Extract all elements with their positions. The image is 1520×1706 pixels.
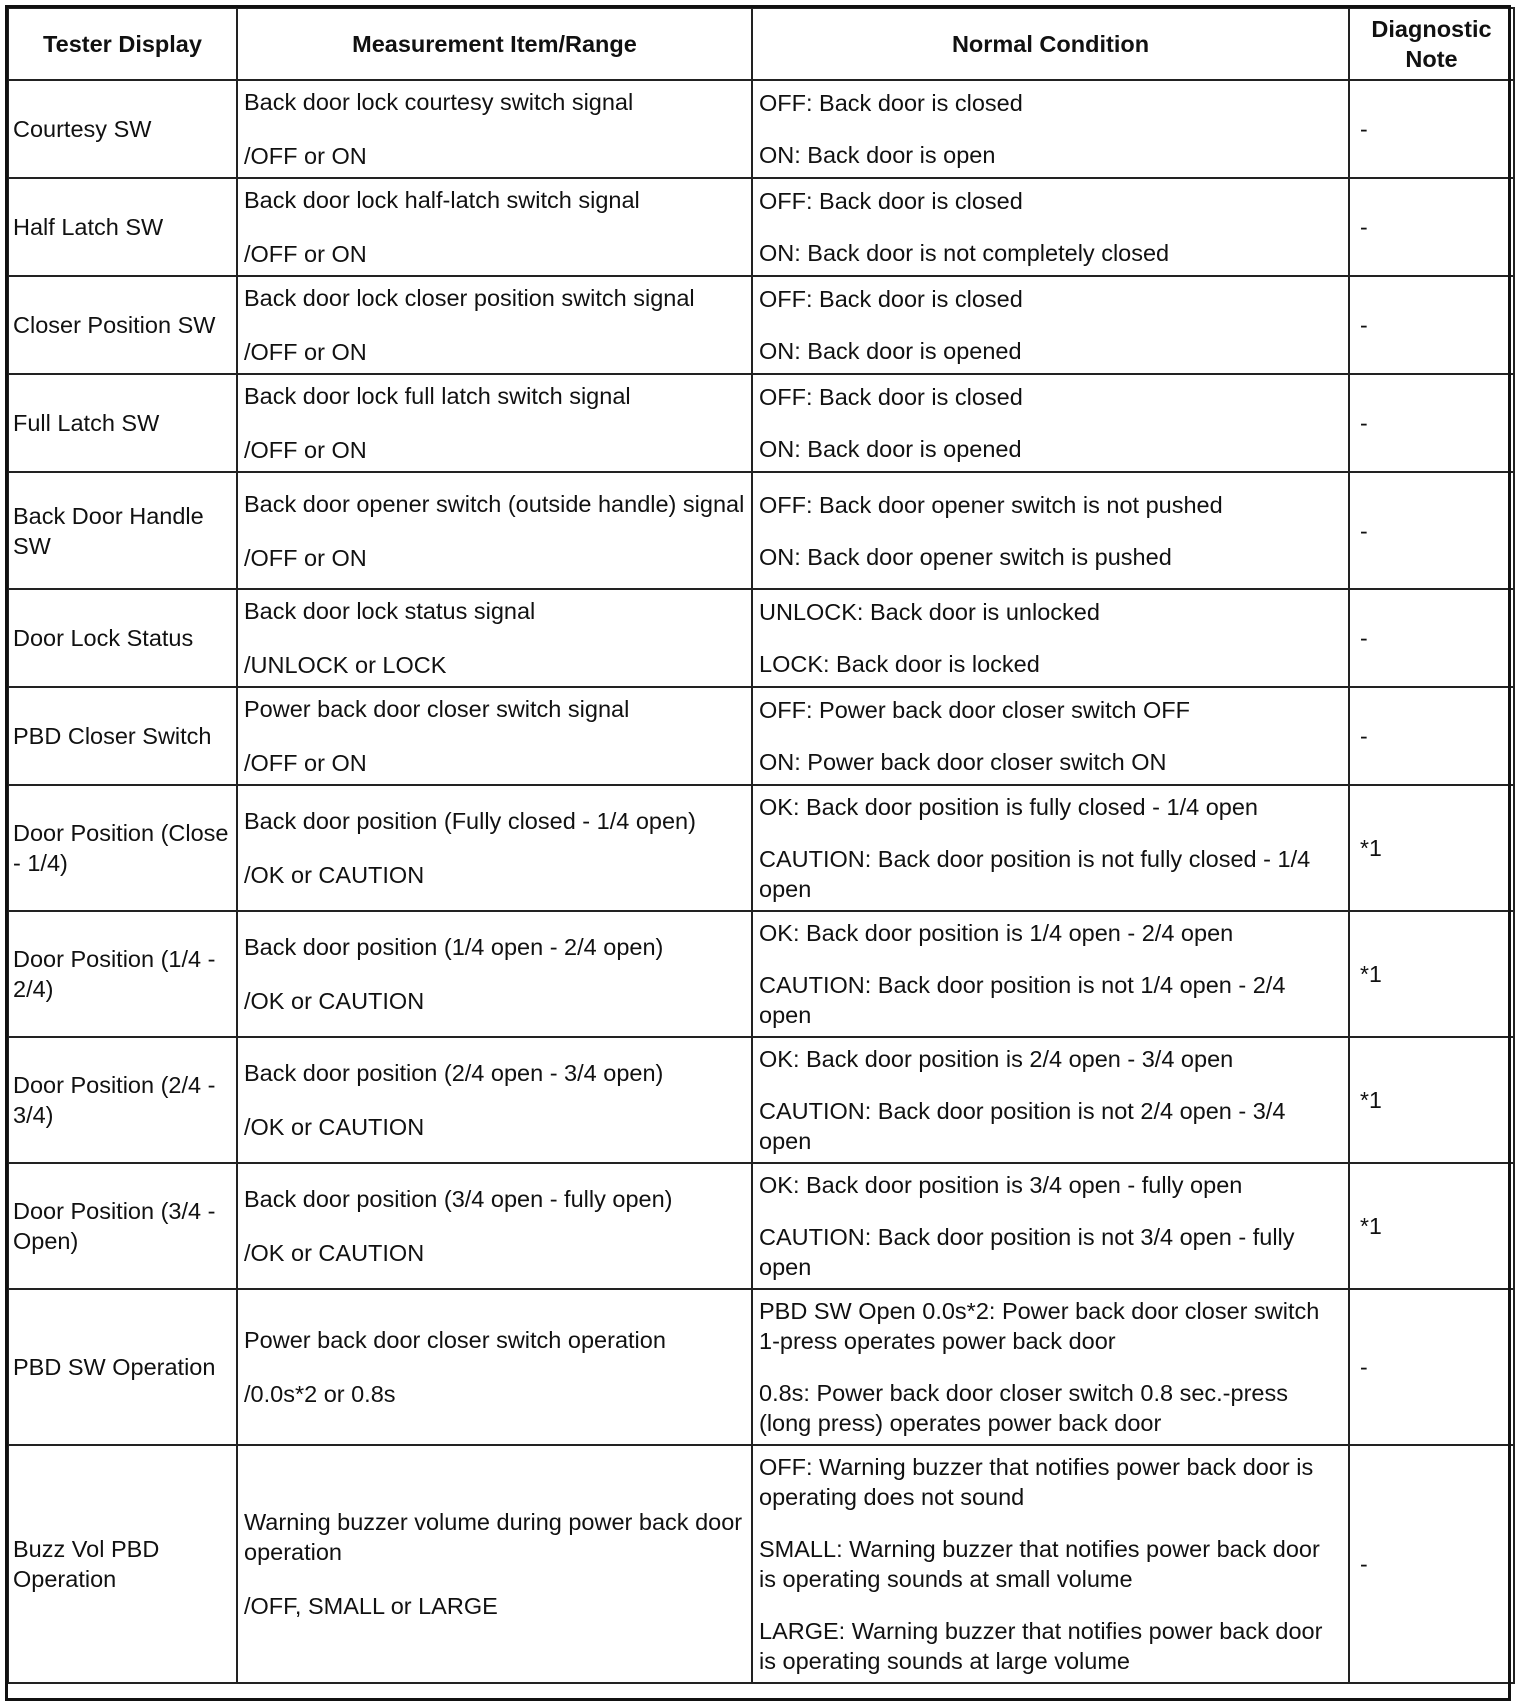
tester-display-cell: Full Latch SW — [8, 374, 237, 472]
normal-condition-text: CAUTION: Back door position is not 2/4 open - 3/4 open — [759, 1098, 1286, 1154]
diagnostic-note-cell: - — [1349, 276, 1514, 374]
measurement-range: /OFF or ON — [244, 143, 367, 169]
measurement-item: Back door lock courtesy switch signal — [244, 89, 634, 115]
normal-condition-text: ON: Back door is opened — [759, 338, 1022, 364]
tester-display-cell: Half Latch SW — [8, 178, 237, 276]
header-normal-condition: Normal Condition — [752, 8, 1349, 80]
diagnostic-note-cell: *1 — [1349, 1163, 1514, 1289]
normal-condition-cell — [752, 589, 1349, 687]
header-diagnostic-line1: Diagnostic — [1371, 16, 1492, 42]
diagnostic-note-cell: *1 — [1349, 785, 1514, 911]
normal-condition-text: OK: Back door position is 2/4 open - 3/4 open — [759, 1046, 1234, 1072]
table-row — [8, 1037, 1514, 1163]
normal-condition-cell — [752, 1037, 1349, 1163]
measurement-cell — [237, 911, 752, 1037]
table-header-row — [8, 8, 1514, 80]
normal-condition-cell — [752, 80, 1349, 178]
table-row — [8, 1289, 1514, 1445]
measurement-item: Back door lock half-latch switch signal — [244, 187, 640, 213]
normal-condition-text: OFF: Power back door closer switch OFF — [759, 697, 1190, 723]
tester-display-cell: Courtesy SW — [8, 80, 237, 178]
normal-condition-cell — [752, 374, 1349, 472]
normal-condition-text: OFF: Warning buzzer that notifies power back door is operating does not sound — [759, 1454, 1314, 1510]
normal-condition-text: OFF: Back door is closed — [759, 286, 1023, 312]
normal-condition-text: OFF: Back door is closed — [759, 90, 1023, 116]
measurement-range: /OK or CAUTION — [244, 862, 425, 888]
normal-condition-cell — [752, 911, 1349, 1037]
tester-display-cell: Door Position (2/4 - 3/4) — [8, 1037, 237, 1163]
table-row — [8, 785, 1514, 911]
normal-condition-text: ON: Back door is open — [759, 142, 996, 168]
normal-condition-text: OFF: Back door is closed — [759, 188, 1023, 214]
table-row — [8, 911, 1514, 1037]
normal-condition-cell — [752, 1163, 1349, 1289]
normal-condition-text: LARGE: Warning buzzer that notifies power back door is operating sounds at large volume — [759, 1618, 1323, 1674]
measurement-cell — [237, 1163, 752, 1289]
header-diagnostic-line2: Note — [1405, 46, 1458, 72]
normal-condition-text: OK: Back door position is 3/4 open - fully open — [759, 1172, 1243, 1198]
tester-display-cell: Door Position (Close - 1/4) — [8, 785, 237, 911]
tester-display-cell: Door Position (3/4 - Open) — [8, 1163, 237, 1289]
measurement-cell — [237, 785, 752, 911]
measurement-cell — [237, 589, 752, 687]
normal-condition-cell — [752, 687, 1349, 785]
normal-condition-cell — [752, 276, 1349, 374]
normal-condition-text: 0.8s: Power back door closer switch 0.8 sec.-press (long press) operates power back door — [759, 1380, 1288, 1436]
tester-display-cell: Closer Position SW — [8, 276, 237, 374]
measurement-range: /OFF or ON — [244, 241, 367, 267]
diagnostic-note-cell: - — [1349, 178, 1514, 276]
tester-display-cell: PBD Closer Switch — [8, 687, 237, 785]
normal-condition-text: LOCK: Back door is locked — [759, 651, 1040, 677]
tester-display-cell: PBD SW Operation — [8, 1289, 237, 1445]
measurement-item: Back door position (Fully closed - 1/4 open) — [244, 808, 696, 834]
measurement-item: Power back door closer switch operation — [244, 1327, 666, 1353]
measurement-item: Back door lock full latch switch signal — [244, 383, 631, 409]
normal-condition-text: OFF: Back door is closed — [759, 384, 1023, 410]
measurement-range: /OFF or ON — [244, 750, 367, 776]
diagnostic-note-cell: *1 — [1349, 1037, 1514, 1163]
measurement-item: Back door opener switch (outside handle) signal — [244, 490, 745, 517]
measurement-range: /UNLOCK or LOCK — [244, 652, 447, 678]
diagnostic-note-cell: *1 — [1349, 911, 1514, 1037]
table-row — [8, 687, 1514, 785]
normal-condition-text: ON: Back door is not completely closed — [759, 240, 1170, 266]
measurement-cell — [237, 1445, 752, 1683]
measurement-item: Back door position (1/4 open - 2/4 open) — [244, 934, 664, 960]
data-list-table — [7, 7, 1515, 1684]
measurement-item: Back door lock status signal — [244, 598, 536, 624]
table-row — [8, 374, 1514, 472]
measurement-range: /OFF, SMALL or LARGE — [244, 1593, 498, 1619]
normal-condition-text: OK: Back door position is 1/4 open - 2/4 open — [759, 920, 1234, 946]
normal-condition-cell — [752, 178, 1349, 276]
diagnostic-note-cell: - — [1349, 589, 1514, 687]
normal-condition-text: CAUTION: Back door position is not fully closed - 1/4 open — [759, 846, 1311, 902]
measurement-range: /OK or CAUTION — [244, 1114, 425, 1140]
measurement-item: Back door position (3/4 open - fully open) — [244, 1186, 673, 1212]
normal-condition-text: UNLOCK: Back door is unlocked — [759, 599, 1100, 625]
measurement-range: /OFF or ON — [244, 437, 367, 463]
table-row — [8, 472, 1514, 589]
tester-display-cell: Door Position (1/4 - 2/4) — [8, 911, 237, 1037]
diagnostic-note-cell: - — [1349, 374, 1514, 472]
diagnostic-note-cell: - — [1349, 1289, 1514, 1445]
normal-condition-text: ON: Back door is opened — [759, 436, 1022, 462]
normal-condition-text: OFF: Back door opener switch is not pushed — [759, 491, 1223, 518]
measurement-cell — [237, 178, 752, 276]
measurement-cell — [237, 80, 752, 178]
measurement-range: /OK or CAUTION — [244, 1240, 425, 1266]
measurement-cell — [237, 687, 752, 785]
normal-condition-cell — [752, 785, 1349, 911]
normal-condition-text: PBD SW Open 0.0s*2: Power back door closer switch 1-press operates power back door — [759, 1298, 1320, 1354]
measurement-item: Warning buzzer volume during power back door operation — [244, 1509, 743, 1565]
normal-condition-text: CAUTION: Back door position is not 3/4 open - fully open — [759, 1224, 1295, 1280]
table-row — [8, 589, 1514, 687]
tester-display-cell: Back Door Handle SW — [8, 472, 237, 589]
table-row — [8, 178, 1514, 276]
measurement-range: /0.0s*2 or 0.8s — [244, 1381, 396, 1407]
normal-condition-text: CAUTION: Back door position is not 1/4 open - 2/4 open — [759, 972, 1286, 1028]
header-diagnostic-note — [1349, 8, 1514, 80]
measurement-cell — [237, 472, 752, 589]
diagnostic-note-cell: - — [1349, 80, 1514, 178]
normal-condition-text: ON: Power back door closer switch ON — [759, 749, 1167, 775]
normal-condition-cell — [752, 1445, 1349, 1683]
measurement-item: Power back door closer switch signal — [244, 696, 630, 722]
header-measurement: Measurement Item/Range — [237, 8, 752, 80]
table-row — [8, 1163, 1514, 1289]
tester-display-cell: Buzz Vol PBD Operation — [8, 1445, 237, 1683]
normal-condition-cell — [752, 1289, 1349, 1445]
normal-condition-text: ON: Back door opener switch is pushed — [759, 543, 1172, 570]
measurement-cell — [237, 1037, 752, 1163]
tester-display-cell: Door Lock Status — [8, 589, 237, 687]
normal-condition-cell — [752, 472, 1349, 589]
measurement-range: /OK or CAUTION — [244, 988, 425, 1014]
measurement-cell — [237, 1289, 752, 1445]
table-row — [8, 1445, 1514, 1683]
normal-condition-text: OK: Back door position is fully closed - 1/4 open — [759, 794, 1258, 820]
diagnostic-note-cell: - — [1349, 472, 1514, 589]
measurement-item: Back door position (2/4 open - 3/4 open) — [244, 1060, 664, 1086]
measurement-range: /OFF or ON — [244, 339, 367, 365]
table-row — [8, 80, 1514, 178]
measurement-cell — [237, 276, 752, 374]
measurement-item: Back door lock closer position switch signal — [244, 285, 695, 311]
measurement-cell — [237, 374, 752, 472]
header-tester-display: Tester Display — [8, 8, 237, 80]
table-row — [8, 276, 1514, 374]
diagnostic-note-cell: - — [1349, 687, 1514, 785]
normal-condition-text: SMALL: Warning buzzer that notifies power back door is operating sounds at small volume — [759, 1536, 1320, 1592]
measurement-range: /OFF or ON — [244, 544, 367, 571]
diagnostic-note-cell: - — [1349, 1445, 1514, 1683]
